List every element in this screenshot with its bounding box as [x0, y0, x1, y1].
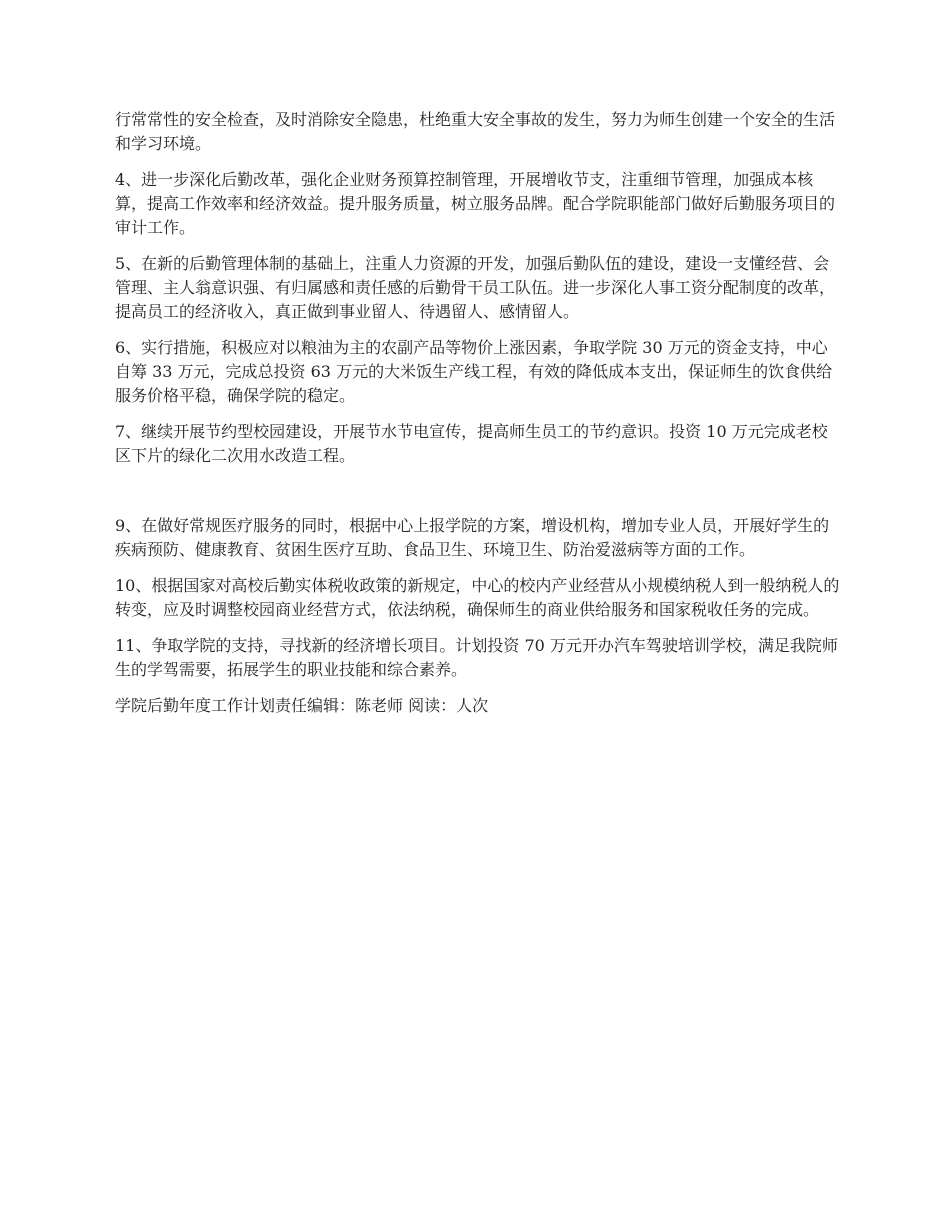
paragraph-item-9: 9、在做好常规医疗服务的同时，根据中心上报学院的方案，增设机构，增加专业人员，开展好学生的疾病预防、健康教育、贫困生医疗互助、食品卫生、环境卫生、防治爱滋病等方面的工作。 — [115, 516, 830, 559]
paragraph-item-11: 11、争取学院的支持，寻找新的经济增长项目。计划投资 70 万元开办汽车驾驶培训学校，满足我院师生的学驾需要，拓展学生的职业技能和综合素养。 — [115, 636, 838, 679]
editor-footer: 学院后勤年度工作计划责任编辑：陈老师 阅读：人次 — [115, 696, 489, 715]
document-page — [115, 108, 843, 718]
blank-gap — [115, 480, 843, 514]
paragraph-item-10: 10、根据国家对高校后勤实体税收政策的新规定，中心的校内产业经营从小规模纳税人到一般纳税人的转变，应及时调整校园商业经营方式，依法纳税，确保师生的商业供给服务和国家税收任务的完成。 — [115, 576, 840, 619]
paragraph-item-4: 4、进一步深化后勤改革，强化企业财务预算控制管理，开展增收节支，注重细节管理，加强成本核算，提高工作效率和经济效益。提升服务质量，树立服务品牌。配合学院职能部门做好后勤服务项目的审计工作。 — [115, 170, 836, 237]
paragraph-safety-check: 行常常性的安全检查，及时消除安全隐患，杜绝重大安全事故的发生，努力为师生创建一个安全的生活和学习环境。 — [115, 110, 836, 153]
paragraph-item-7: 7、继续开展节约型校园建设，开展节水节电宣传，提高师生员工的节约意识。投资 10 万元完成老校区下片的绿化二次用水改造工程。 — [115, 422, 828, 465]
paragraph-item-5: 5、在新的后勤管理体制的基础上，注重人力资源的开发，加强后勤队伍的建设，建设一支懂经营、会管理、主人翁意识强、有归属感和责任感的后勤骨干员工队伍。进一步深化人事工资分配制度的改革，提高员工的经济收入，真正做到事业留人、待遇留人、感情留人。 — [115, 254, 836, 321]
paragraph-item-6: 6、实行措施，积极应对以粮油为主的农副产品等物价上涨因素，争取学院 30 万元的资金支持，中心自筹 33 万元，完成总投资 63 万元的大米饭生产线工程，有效的降低成本支出，保证师生的饮食供给服务价格平稳，确保学院的稳定。 — [115, 338, 833, 405]
